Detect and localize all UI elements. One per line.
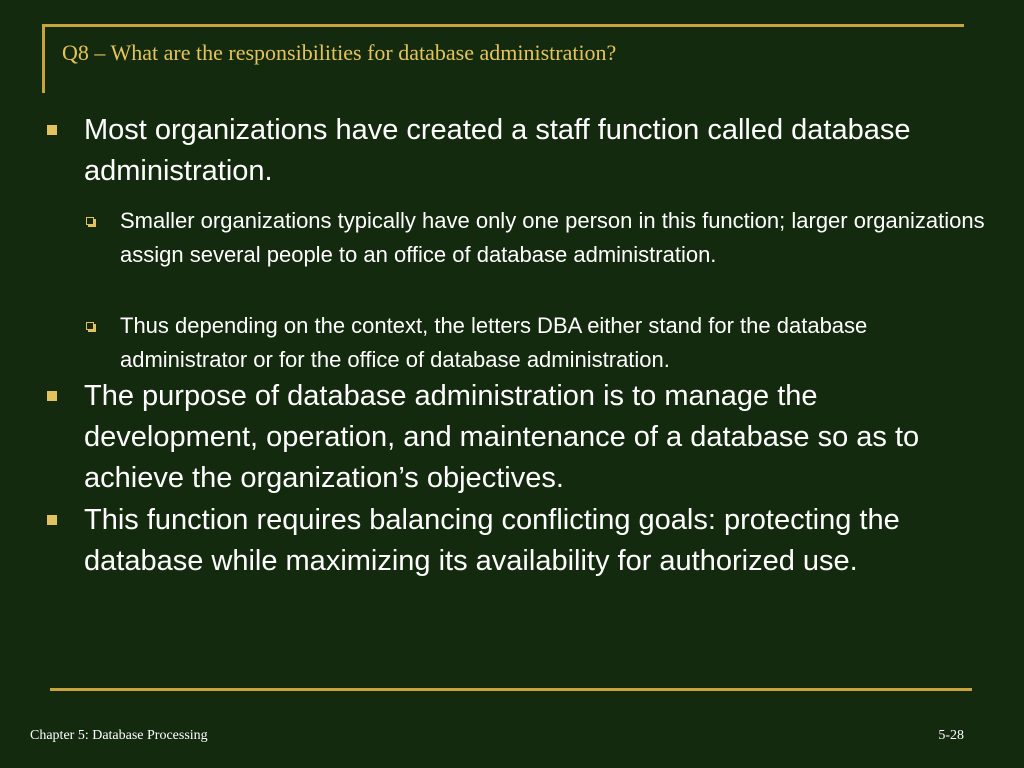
bullet-item	[84, 110, 994, 192]
footer-divider	[50, 688, 972, 691]
sub-bullet-text: Thus depending on the context, the letters DBA either stand for the database administrator or for the office of database administration.	[120, 313, 868, 372]
bullet-item	[84, 500, 994, 582]
filled-square-bullet-icon	[47, 515, 57, 525]
title-frame-top-line	[42, 24, 964, 27]
filled-square-bullet-icon	[47, 125, 57, 135]
shadowed-square-bullet-icon	[86, 217, 94, 225]
sub-bullet-text: Smaller organizations typically have only one person in this function; larger organizations assign several people to an office of database administration.	[120, 208, 985, 267]
footer-chapter: Chapter 5: Database Processing	[30, 728, 208, 743]
title-frame-left-line	[42, 24, 45, 93]
footer-page-number: 5-28	[938, 728, 964, 743]
slide-title: Q8 – What are the responsibilities for database administration?	[62, 40, 617, 65]
sub-bullet-item	[120, 309, 1000, 377]
bullet-text: The purpose of database administration is to manage the development, operation, and maintenance of a database so as to achieve the organization’s objectives.	[84, 380, 920, 494]
sub-bullet-item	[120, 204, 1000, 272]
bullet-item	[84, 376, 994, 499]
bullet-text: Most organizations have created a staff function called database administration.	[84, 114, 911, 187]
filled-square-bullet-icon	[47, 391, 57, 401]
shadowed-square-bullet-icon	[86, 322, 94, 330]
bullet-text: This function requires balancing conflicting goals: protecting the database while maximizing its availability for authorized use.	[84, 504, 900, 577]
